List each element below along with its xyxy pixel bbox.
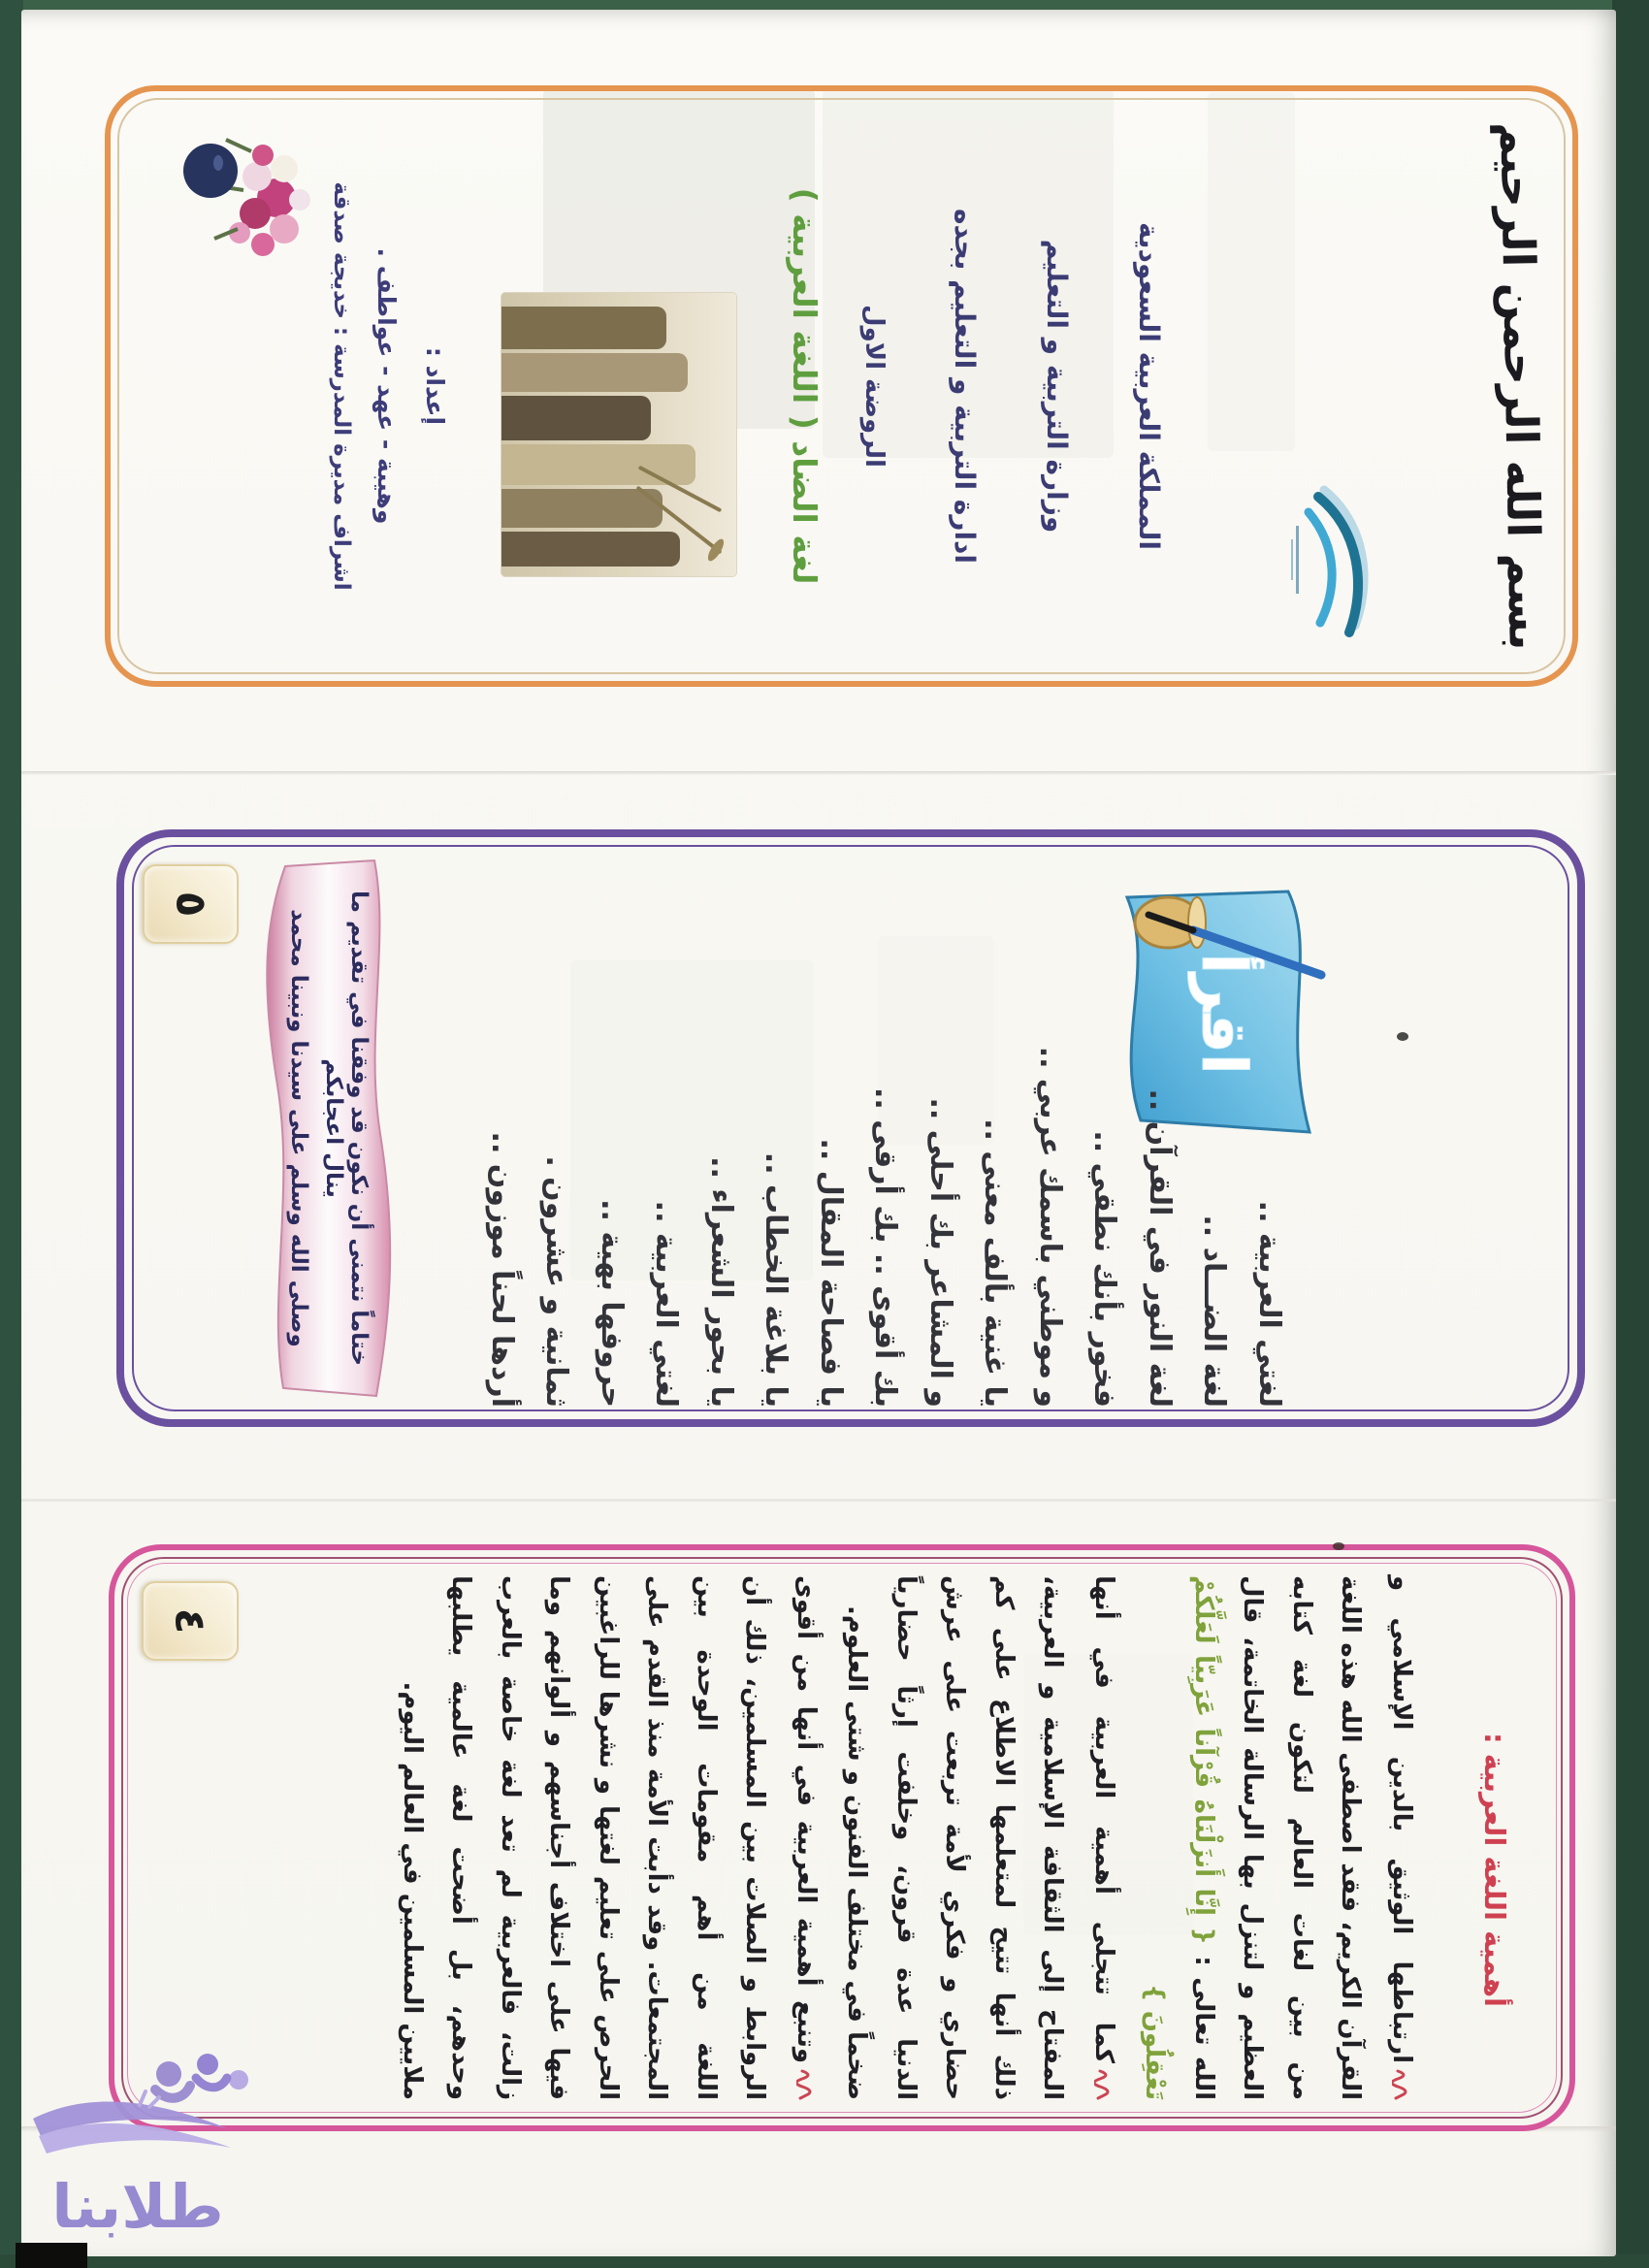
poem-line: و موطني باسمك عربي .. bbox=[1033, 1046, 1067, 1408]
directorate-line: ادارة التربية و التعليم بجده bbox=[949, 208, 981, 565]
cover-page-content bbox=[111, 91, 1572, 681]
ribbon-line: ختاماً نتمنى أن نكون قد وفقنا في تقديم ما ينال اعجابكم bbox=[321, 891, 372, 1366]
flag-word: اقرأ bbox=[1187, 953, 1259, 1075]
poem-line: يا فصاحة المقال .. bbox=[814, 1138, 848, 1408]
cover-page-panel bbox=[105, 85, 1578, 687]
poem-line: يا بلاغة الخطاب .. bbox=[759, 1151, 793, 1408]
book-spine bbox=[501, 353, 688, 392]
scan-border-bottom bbox=[0, 2254, 1649, 2268]
book-spine bbox=[501, 307, 666, 349]
books-photo bbox=[501, 293, 736, 576]
page-number-badge: ٤ bbox=[142, 1581, 239, 1661]
red-pen-scribble-icon bbox=[780, 2069, 829, 2100]
poem-line: حروفها بهية .. bbox=[595, 1199, 629, 1408]
paragraph bbox=[832, 1575, 1128, 2100]
quran-verse: { إِنَّا أَنزَلْنَاهُ قُرْآناً عَرَبِيّاً لَعَلَّكُمْ تَعْقِلُونَ } bbox=[1140, 1575, 1218, 2100]
importance-page-content bbox=[114, 1550, 1569, 2125]
page-heading: أهمية اللغة العربية : bbox=[1478, 1733, 1511, 2007]
poem-text bbox=[474, 859, 1297, 1408]
ministry-of-education-logo-icon bbox=[1283, 479, 1380, 644]
poem-line: بك أقوى .. بك أرقى .. bbox=[868, 1087, 903, 1408]
kingdom-line: المملكة العربية السعودية bbox=[1133, 222, 1165, 550]
importance-body-text bbox=[386, 1575, 1427, 2100]
poem-line: ثمانية و عشرون . bbox=[539, 1155, 574, 1408]
ink-speck bbox=[1333, 1542, 1344, 1550]
red-pen-scribble-icon bbox=[1375, 2069, 1425, 2100]
poem-line: لغتي العربية .. bbox=[1252, 1200, 1286, 1408]
scan-border-left bbox=[0, 0, 23, 2268]
basmala-calligraphy: بسم الله الرحمن الرحيم bbox=[1490, 121, 1552, 651]
closing-ribbon bbox=[264, 853, 394, 1404]
paragraph bbox=[1130, 1575, 1426, 2100]
supervisor-line: اشراف مديرة المدرسة : خديجة صدقة bbox=[329, 181, 354, 591]
poem-page-content bbox=[124, 837, 1577, 1419]
prepared-names: وهيبة - عهد - عواطف . bbox=[372, 247, 401, 525]
tolabna-watermark bbox=[23, 2043, 256, 2255]
poem-line: و المشاعر بك أحلى .. bbox=[923, 1097, 957, 1408]
book-spine bbox=[501, 396, 651, 440]
grade-line: الروضة الاول bbox=[859, 305, 889, 468]
paragraph-text: كما تتجلى أهمية العربية في أنها المفتاح إلى الثقافة الإسلامية و العربية، ذلك أنها تتيح لمتعلمها الاطلاع على كم حضاري و فكري لأمة تربعت على عرش الدنيا عدة قرون، وخلفت إرثاً حضارياً ضخماً في مختلف الفنون و شتى العلوم. bbox=[842, 1575, 1118, 2100]
closing-ribbon-text bbox=[281, 882, 376, 1375]
ink-speck bbox=[1397, 1032, 1408, 1041]
paragraph bbox=[388, 1575, 831, 2100]
paragraph-text: ارتباطها الوثيق بالدين الإسلامي و القرآن الكريم، فقد اصطفى الله هذه اللغة من بين لغات العالم لتكون لغة كتابه العظيم و لتنزل بها الرسالة الخاتمة، قال الله تعالى : bbox=[1189, 1575, 1416, 2100]
ribbon-line: وصلى الله وسلم على سيدنا ونبينا محمد bbox=[286, 909, 311, 1347]
poem-line: لغة الضـــاد .. bbox=[1197, 1215, 1232, 1408]
paper-crease bbox=[21, 1499, 1616, 1502]
poem-line: يا بحور الشعراء .. bbox=[704, 1156, 738, 1408]
importance-page-panel bbox=[109, 1544, 1575, 2131]
book-spine bbox=[501, 489, 663, 528]
red-pen-scribble-icon bbox=[1078, 2069, 1127, 2100]
paragraph-text: وتنبع أهمية العربية في أنها من أقوى الروابط و الصلات بين المسلمين، ذلك أن اللغة من أهم مقومات الوحدة بين المجتمعات. وقد دأبت الأمة منذ القدم على الحرص على تعليم لغتها و نشرها للراغبين فيها على اختلاف أجناسهم و ألوانهم وما زالت، فالعربية لم تعد لغة خاصة بالعرب وحدهم، بل أضحت لغة عالمية يطلبها ملايين المسلمين في العالم اليوم. bbox=[398, 1575, 821, 2100]
poem-line: لغة النور في القرآن .. bbox=[1143, 1088, 1177, 1408]
poem-line: لغتي العربية .. bbox=[649, 1200, 684, 1408]
subject-title: لغة الضاد ( اللغة العربية ) bbox=[786, 187, 824, 585]
tolabna-logo-icon bbox=[33, 2054, 248, 2154]
poem-line: فخور بأنك نطقي .. bbox=[1087, 1130, 1122, 1408]
watermark-text: طلابنا bbox=[51, 2171, 224, 2242]
prepared-label: إعداد : bbox=[421, 346, 449, 426]
poem-line: يا غنية بألف معنى .. bbox=[978, 1118, 1013, 1408]
paper-seam bbox=[21, 771, 1616, 775]
page-number-badge: ٥ bbox=[143, 864, 239, 944]
flower-bouquet-icon bbox=[164, 113, 319, 283]
book-spine bbox=[501, 532, 680, 567]
poem-page-panel bbox=[116, 829, 1585, 1427]
ministry-line: وزارة التربية و التعليم bbox=[1041, 239, 1073, 534]
poem-line: أردها لحناً موزون .. bbox=[485, 1131, 519, 1408]
scan-border-right bbox=[1612, 0, 1649, 2268]
